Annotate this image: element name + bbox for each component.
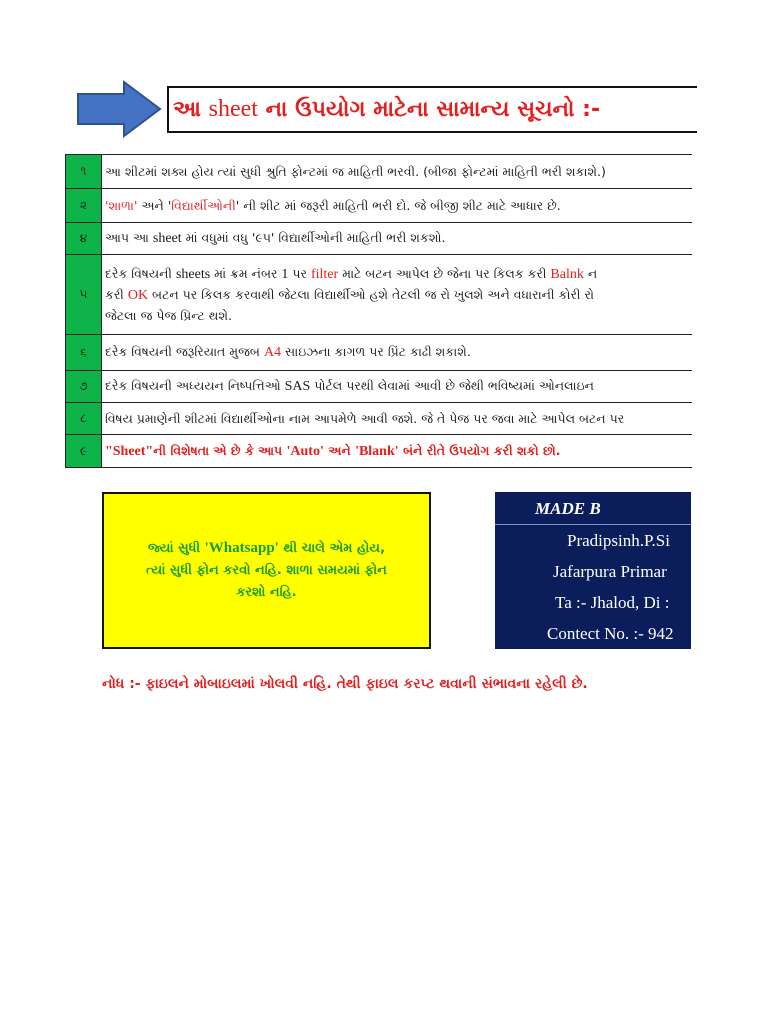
row-number: ૫ (66, 255, 102, 334)
whatsapp-line-3: કરશો નહિ. (236, 585, 297, 600)
instruction-row-8 (66, 435, 692, 468)
row-number: ૮ (66, 403, 102, 434)
instruction-row-1 (66, 155, 692, 189)
row-number: ૧ (66, 155, 102, 188)
made-by-panel (495, 492, 691, 649)
instruction-row-4 (66, 255, 692, 335)
instruction-text: 'શાળા' અને 'વિદ્યાર્થીઓની' ની શીટ માં જરૂરી માહિતી ભરી દો. જે બીજી શીટ માટે આધાર છે. (105, 197, 561, 213)
made-by-heading: MADE B (495, 492, 691, 525)
instruction-row-7 (66, 403, 692, 435)
title-suffix: ના ઉપયોગ માટેના સામાન્ય સૂચનો :- (257, 97, 601, 122)
instruction-text: "Sheet"ની વિશેષતા એ છે કે આપ 'Auto' અને 'Blank' બંને રીતે ઉપયોગ કરી શકો છો. (105, 442, 561, 459)
row-number: ૨ (66, 189, 102, 222)
row-number: ૬ (66, 335, 102, 370)
right-arrow-icon (76, 80, 162, 138)
instruction-row-5 (66, 335, 692, 371)
instructions-table (65, 154, 692, 468)
instruction-row-6 (66, 371, 692, 403)
row-number: ૭ (66, 371, 102, 402)
row-number: ૯ (66, 435, 102, 467)
instruction-text: આપ આ sheet માં વધુમાં વધુ '૯૫' વિદ્યાર્થીઓની માહિતી ભરી શકશો. (105, 230, 446, 246)
school-name: Jafarpura Primar (553, 562, 667, 581)
row-number: ૪ (66, 223, 102, 254)
warning-note: નોધ :- ફાઇલને મોબાઇલમાં ખોલવી નહિ. તેથી ફાઇલ કરપ્ટ થવાની સંભાવના રહેલી છે. (102, 676, 588, 692)
instruction-row-3 (66, 223, 692, 255)
page-title (167, 86, 697, 133)
title-prefix: આ (173, 97, 209, 122)
instruction-text: દરેક વિષયની જરૂરિયાત મુજબ A4 સાઇઝના કાગળ પર પ્રિંટ કાઢી શકાશે. (105, 344, 471, 360)
instruction-text: દરેક વિષયની sheets માં ક્રમ નંબર 1 પર filter માટે બટન આપેલ છે જેના પર કિલક કરી Balnk ન કરી OK બટન પર કિલક કરવાથી જેટલા વિદ્યાર્થીઓ હશે તેટલી જ રો ખુલશે અને વધારાની કોરી રો જેટલા જ પેજ પ્રિન્ટ થશે. (105, 265, 598, 323)
whatsapp-notice (102, 492, 431, 649)
contact-number: Contect No. :- 942 (547, 624, 674, 643)
instruction-text: દરેક વિષયની અધ્યયન નિષ્પત્તિઓ SAS પોર્ટલ પરથી લેવામાં આવી છે જેથી ભવિષ્યમાં ઓનલાઇન (105, 378, 594, 394)
title-sheet-word: sheet (208, 96, 258, 122)
whatsapp-line-1: જ્યાં સુધી 'Whatsapp' થી ચાલે એમ હોય, (147, 540, 386, 556)
author-name: Pradipsinh.P.Si (567, 531, 670, 550)
whatsapp-line-2: ત્યાં સુધી ફોન કરવો નહિ. શાળા સમયમાં ફોન (146, 563, 387, 578)
taluka-district: Ta :- Jhalod, Di : (555, 593, 670, 612)
instruction-text: આ શીટમાં શક્ય હોય ત્યાં સુધી શ્રુતિ ફોન્ટમાં જ માહિતી ભરવી. (બીજા ફોન્ટમાં માહિતી ભરી શકાશે.) (105, 163, 606, 179)
instruction-row-2 (66, 189, 692, 223)
instruction-text: વિષય પ્રમાણેની શીટમાં વિદ્યાર્થીઓના નામ આપમેળે આવી જશે. જે તે પેજ પર જવા માટે આપેલ બટન પર (105, 410, 625, 426)
